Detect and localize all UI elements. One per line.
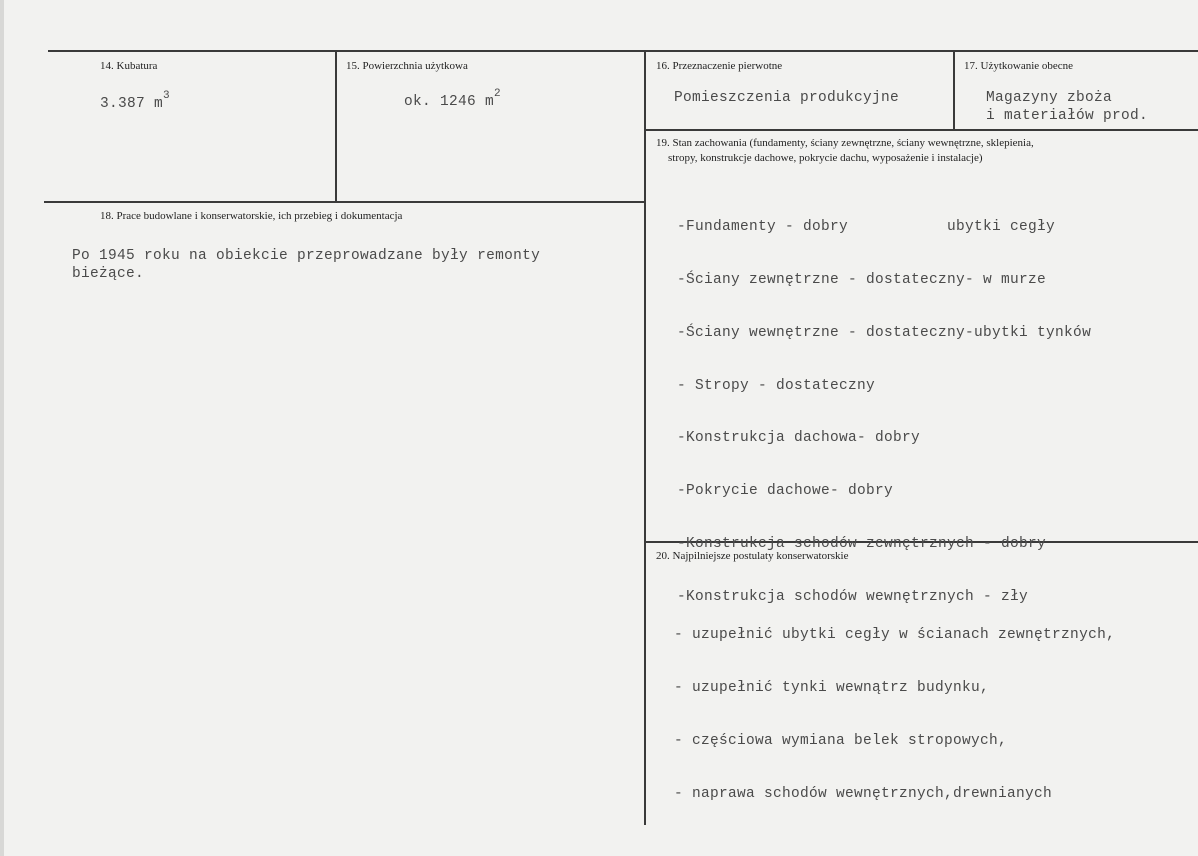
field-19-line: -Fundamenty - dobry ubytki cegły xyxy=(677,219,1056,236)
area-number: ok. 1246 xyxy=(404,94,477,110)
field-19-label-line: 19. Stan zachowania (fundamenty, ściany zewnętrzne, ściany wewnętrzne, sklepienia, xyxy=(656,137,1034,149)
field-19-line: -Konstrukcja dachowa- dobry xyxy=(677,430,921,447)
field-20-value xyxy=(674,592,1115,838)
field-17-value xyxy=(986,90,1148,125)
field-14-label: 14. Kubatura xyxy=(100,60,158,72)
rule-above-18 xyxy=(44,201,645,203)
field-18-line: Po 1945 roku na obiekcie przeprowadzane były remonty xyxy=(72,248,541,264)
field-16-label: 16. Przeznaczenie pierwotne xyxy=(656,60,783,72)
kubatura-number: 3.387 xyxy=(100,96,146,112)
field-19-line: - Stropy - dostateczny xyxy=(677,377,876,394)
divider-15-16 xyxy=(644,51,646,825)
field-15-label: 15. Powierzchnia użytkowa xyxy=(346,60,468,72)
field-14-value xyxy=(100,90,170,115)
field-19-line: -Ściany wewnętrzne - dostateczny-ubytki tynków xyxy=(677,324,1092,341)
field-19-line: -Konstrukcja schodów wewnętrznych - zły xyxy=(677,588,1029,605)
field-17-label: 17. Użytkowanie obecne xyxy=(964,60,1074,72)
field-19-line: -Konstrukcja schodów zewnętrznych - dobry xyxy=(677,535,1047,552)
kubatura-unit: m xyxy=(154,96,164,112)
rule-above-19 xyxy=(645,129,1198,131)
field-20-line: - uzupełnić ubytki cegły w ścianach zewnętrznych, xyxy=(674,627,1116,644)
field-19-label-line: stropy, konstrukcje dachowe, pokrycie dachu, wyposażenie i instalacje) xyxy=(668,152,983,164)
field-20-line: - częściowa wymiana belek stropowych, xyxy=(674,732,1008,749)
field-20-line: - uzupełnić tynki wewnątrz budynku, xyxy=(674,679,990,696)
field-18-line: bieżące. xyxy=(72,265,145,282)
field-18-value xyxy=(72,248,540,283)
field-17-line: i materiałów prod. xyxy=(986,107,1149,124)
field-15-value xyxy=(404,88,501,113)
area-unit: m xyxy=(485,94,495,110)
divider-14-15 xyxy=(335,51,337,201)
top-rule xyxy=(48,50,1198,52)
kubatura-exponent: 3 xyxy=(163,90,170,102)
field-18-label: 18. Prace budowlane i konserwatorskie, ich przebieg i dokumentacja xyxy=(100,210,403,222)
divider-16-17 xyxy=(953,51,955,129)
field-16-value: Pomieszczenia produkcyjne xyxy=(674,90,900,106)
field-20-line: - naprawa schodów wewnętrznych,drewnianych xyxy=(674,785,1053,802)
field-19-label xyxy=(656,136,1176,166)
field-19-value xyxy=(677,184,1091,641)
field-19-line: -Ściany zewnętrzne - dostateczny- w murze xyxy=(677,271,1047,288)
field-17-line: Magazyny zboża xyxy=(986,90,1113,106)
area-exponent: 2 xyxy=(494,88,501,100)
field-20-label: 20. Najpilniejsze postulaty konserwatorskie xyxy=(656,550,849,562)
field-19-line: -Pokrycie dachowe- dobry xyxy=(677,483,894,500)
